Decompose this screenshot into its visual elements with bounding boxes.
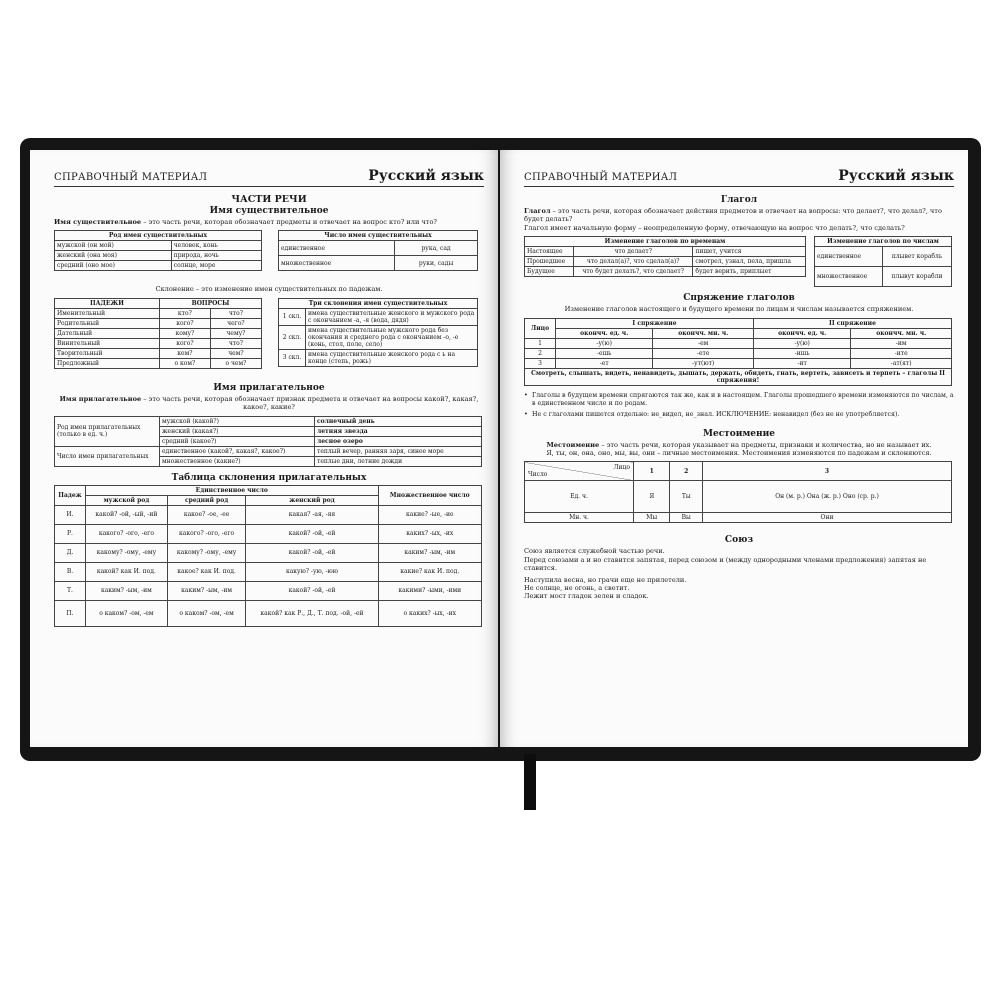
cell: теплые дни, летние дожди: [315, 456, 482, 466]
gender-table-header: Род имен существительных: [55, 231, 262, 241]
cell: какие? -ые, -ие: [378, 505, 481, 524]
cell: какому? -ому, -ему: [86, 543, 168, 562]
exceptions-cell: Смотреть, слышать, видеть, ненавидеть, дышать, держать, обидеть, гнать, вертеть, зависеть и терпеть – глаголы II спряжения!: [525, 368, 952, 385]
cell: каким? -ым, -им: [86, 581, 168, 600]
cell: каким? -ым, -им: [167, 581, 246, 600]
corner-bottom: Число: [528, 471, 548, 479]
section-label: СПРАВОЧНЫЙ МАТЕРИАЛ: [524, 172, 678, 183]
col-header: ПАДЕЖИ: [55, 298, 160, 308]
cell: солнечный день: [315, 416, 482, 426]
cell: кого?: [159, 338, 210, 348]
conjunction-title: Союз: [724, 535, 754, 546]
cell: мужской (он мой): [55, 241, 172, 251]
cell: Т.: [55, 581, 86, 600]
cell: множественное: [279, 256, 395, 271]
cell: какой? как И. под.: [86, 562, 168, 581]
table-row: [55, 318, 262, 328]
adj-declension-title: Таблица склонения прилагательных: [171, 472, 367, 483]
cell: что будет делать?, что сделает?: [574, 267, 693, 277]
table-row: [55, 261, 262, 271]
table-row: [525, 358, 952, 368]
list-item: • Не с глаголами пишется отдельно: не_видел, не_знал. ИСКЛЮЧЕНИЕ: ненавидел (без не не употребляется).: [524, 411, 954, 419]
tense-table: [524, 236, 806, 277]
right-page: [500, 150, 968, 747]
col-header: Падеж: [55, 485, 86, 505]
cell: что делал(а)?, что сделал(а)?: [574, 257, 693, 267]
cell: какой? -ой, -ей: [246, 524, 378, 543]
col-header: ВОПРОСЫ: [159, 298, 261, 308]
number-table-header: Число имен существительных: [279, 231, 478, 241]
cell: -ем: [653, 338, 754, 348]
table-row: [55, 338, 262, 348]
table-row: [525, 348, 952, 358]
table-row: [55, 600, 482, 626]
cell: какое? как И. под.: [167, 562, 246, 581]
corner-cell: [525, 462, 634, 481]
verb-def-text: – это часть речи, которая обозначает действия предметов и отвечает на вопросы: что делает?, что делал?, что будет делать?: [524, 207, 942, 224]
cell: плывут корабли: [882, 267, 951, 287]
adjective-title: Имя прилагательное: [213, 382, 325, 393]
cell: Я: [634, 481, 670, 513]
table-row: [55, 308, 262, 318]
col-header: Единственное число: [86, 485, 379, 495]
verb-title: Глагол: [720, 195, 758, 205]
cell: В.: [55, 562, 86, 581]
table-row: [55, 446, 482, 456]
table-row: [55, 358, 262, 368]
cell: 1 скл.: [279, 308, 306, 325]
cell: какими? -ыми, -ими: [378, 581, 481, 600]
cell: солнце, море: [171, 261, 261, 271]
cell: Они: [703, 513, 952, 523]
cell: 1: [525, 338, 556, 348]
page-title: ЧАСТИ РЕЧИ: [231, 194, 307, 205]
cell: рука, сад: [395, 241, 478, 256]
cell: -ишь: [753, 348, 850, 358]
cell: чему?: [210, 328, 261, 338]
col-header: окончч. мн. ч.: [653, 328, 754, 338]
cell: какое? -ое, -ее: [167, 505, 246, 524]
cell: о чем?: [210, 358, 261, 368]
cell: 2 скл.: [279, 325, 306, 349]
bookmark-ribbon: [524, 754, 536, 810]
table-row: [55, 505, 482, 524]
vnum-table-header: Изменение глаголов по числам: [815, 237, 952, 247]
conjunction-example: Наступила весна, но грачи еще не прилетели.: [524, 575, 687, 584]
cell: что?: [210, 308, 261, 318]
cell: Винительный: [55, 338, 160, 348]
cell: единственное (какой?, какая?, какое?): [160, 446, 315, 456]
cell: каким? -ым, -им: [378, 543, 481, 562]
table-row: [55, 328, 262, 338]
verb-term: Глагол: [524, 207, 551, 215]
cell: природа, ночь: [171, 251, 261, 261]
cell: -ешь: [556, 348, 653, 358]
cell: руки, сады: [395, 256, 478, 271]
cell: Родительный: [55, 318, 160, 328]
cell: какую? -ую, -юю: [246, 562, 378, 581]
cell: имена существительные женского и мужского рода с окончанием -а, -я (вода, дядя): [306, 308, 478, 325]
subject-title: Русский язык: [838, 168, 954, 184]
table-row: [55, 251, 262, 261]
cell: какой? -ой, -ей: [246, 581, 378, 600]
section-label: СПРАВОЧНЫЙ МАТЕРИАЛ: [54, 172, 208, 183]
cell: Дательный: [55, 328, 160, 338]
cell: пишет, учится: [693, 247, 806, 257]
table-row: [815, 247, 952, 267]
table-row: [55, 581, 482, 600]
cell: чем?: [210, 348, 261, 358]
cell: смотрел, узнал, пела, пришла: [693, 257, 806, 267]
table-row: [525, 513, 952, 523]
pronoun-table: [524, 461, 952, 523]
cell: кто?: [159, 308, 210, 318]
cell: П.: [55, 600, 86, 626]
cell: Прошедшее: [525, 257, 574, 267]
pronoun-definition: [524, 441, 954, 449]
table-row: [815, 267, 952, 287]
verb-notes: [524, 392, 954, 419]
table-row: [525, 481, 952, 513]
pronoun-term: Местоимение: [546, 440, 600, 449]
col-header: II спряжение: [753, 318, 951, 328]
tense-table-header: Изменение глаголов по временам: [525, 237, 806, 247]
adj-declension-table: [54, 485, 482, 627]
col-header: мужской род: [86, 495, 168, 505]
conjunction-line: Союз является служебной частью речи.: [524, 547, 665, 556]
cases-table: [54, 298, 262, 369]
table-row: [525, 368, 952, 385]
cell: будет верить, приплыет: [693, 267, 806, 277]
cell: -ат(ят): [851, 358, 952, 368]
col-header: окончч. ед. ч.: [753, 328, 850, 338]
cell: -ит: [753, 358, 850, 368]
cell: Он (м. р.) Она (ж. р.) Оно (ср. р.): [703, 481, 952, 513]
cell: -ите: [851, 348, 952, 358]
noun-def-text: – это часть речи, которая обозначает предметы и отвечает на вопрос кто? или что?: [141, 218, 437, 226]
table-row: [279, 325, 478, 349]
cell: кому?: [159, 328, 210, 338]
cell: теплый вечер, ранняя заря, синее море: [315, 446, 482, 456]
cell: о каком? -ом, -ем: [86, 600, 168, 626]
cell: множественное (какие?): [160, 456, 315, 466]
cell: средний (оно мое): [55, 261, 172, 271]
page-header: [54, 164, 484, 187]
adjective-term: Имя прилагательное: [59, 394, 142, 403]
cell: Р.: [55, 524, 86, 543]
group-label: Число имен прилагательных: [55, 446, 160, 466]
cell: какая? -ая, -яя: [246, 505, 378, 524]
table-row: [55, 348, 262, 358]
cell: И.: [55, 505, 86, 524]
col-header: Множественное число: [378, 485, 481, 505]
cell: какого? -ого, -его: [86, 524, 168, 543]
col-header: женский род: [246, 495, 378, 505]
cell: -у(ю): [556, 338, 653, 348]
cell: мужской (какой?): [160, 416, 315, 426]
cell: Мн. ч.: [525, 513, 634, 523]
cell: летняя звезда: [315, 426, 482, 436]
three-decl-header: Три склонения имен существительных: [279, 298, 478, 308]
conjunction-example: Не солнце, не огонь, а светит.: [524, 584, 630, 593]
cell: плывет корабль: [882, 247, 951, 267]
noun-tables-row: [54, 230, 484, 271]
subject-title: Русский язык: [368, 168, 484, 184]
left-page: [30, 150, 498, 747]
conjugation-table: [524, 318, 952, 386]
left-content: [54, 194, 484, 627]
cell: 3 скл.: [279, 349, 306, 366]
noun-definition: [54, 218, 484, 226]
cell: Вы: [670, 513, 703, 523]
case-tables-row: [54, 298, 484, 369]
cell: человек, конь: [171, 241, 261, 251]
table-row: [279, 308, 478, 325]
cell: что делает?: [574, 247, 693, 257]
cell: кем?: [159, 348, 210, 358]
gender-table: [54, 230, 262, 271]
cell: лесное озеро: [315, 436, 482, 446]
table-row: [525, 257, 806, 267]
col-header: окончч. ед. ч.: [556, 328, 653, 338]
cell: какому? -ому, -ему: [167, 543, 246, 562]
verb-definition: [524, 207, 954, 224]
adjective-table: [54, 416, 482, 467]
cell: что?: [210, 338, 261, 348]
cell: единственное: [279, 241, 395, 256]
col-header: 2: [670, 462, 703, 481]
adjective-def-text: – это часть речи, которая обозначает признак предмета и отвечает на вопросы какой?, какая?, какое?, какие?: [141, 394, 479, 412]
cell: -им: [851, 338, 952, 348]
cell: единственное: [815, 247, 883, 267]
pronoun-definition-2: Я, ты, он, она, оно, мы, вы, они – личные местоимения. Местоимения изменяются по падежам и склоняются.: [546, 449, 932, 458]
cell: каких? -ых, -их: [378, 524, 481, 543]
cell: Творительный: [55, 348, 160, 358]
cell: какой? -ой, -ей: [246, 543, 378, 562]
table-row: [55, 524, 482, 543]
pronoun-def-text: – это часть речи, которая указывает на предметы, признаки и количества, но не называет их.: [599, 440, 932, 449]
cell: множественное: [815, 267, 883, 287]
cell: Мы: [634, 513, 670, 523]
cell: о каком? -ом, -ем: [167, 600, 246, 626]
cell: какой? как Р., Д., Т. под. -ой, -ей: [246, 600, 378, 626]
conjunction-example: Лежит мост гладок зелен и сладок.: [524, 592, 649, 601]
page-header: [524, 164, 954, 187]
cell: 3: [525, 358, 556, 368]
conjugation-title: Спряжение глаголов: [683, 293, 795, 304]
table-row: [55, 416, 482, 426]
cell: какого? -ого, -его: [167, 524, 246, 543]
cell: Ты: [670, 481, 703, 513]
adjective-definition: [54, 395, 484, 412]
cell: какой? -ой, -ый, -ий: [86, 505, 168, 524]
noun-title: Имя существительное: [209, 206, 329, 216]
col-header: Лицо: [525, 318, 556, 338]
conjugation-note: Изменение глаголов настоящего и будущего времени по лицам и числам называется спряжением.: [564, 305, 914, 314]
table-row: [525, 247, 806, 257]
table-row: [55, 241, 262, 251]
cell: -ет: [556, 358, 653, 368]
noun-term: Имя существительное: [54, 218, 142, 226]
cell: женский (она моя): [55, 251, 172, 261]
cell: Предложный: [55, 358, 160, 368]
col-header: средний род: [167, 495, 246, 505]
cell: -у(ю): [753, 338, 850, 348]
list-item: • Глаголы в будущем времени спрягаются так же, как и в настоящем. Глаголы прошедшего времени изменяются по числам, а в единственном числе и по родам.: [524, 392, 954, 408]
cell: имена существительные женского рода с ь на конце (степь, рожь): [306, 349, 478, 366]
cell: Д.: [55, 543, 86, 562]
corner-top: Лицо: [613, 464, 630, 472]
cell: женский (какая?): [160, 426, 315, 436]
pronoun-title: Местоимение: [703, 428, 775, 439]
cell: Настоящее: [525, 247, 574, 257]
table-row: [55, 543, 482, 562]
cell: Будущее: [525, 267, 574, 277]
verb-number-table: [814, 236, 952, 287]
cell: кого?: [159, 318, 210, 328]
cell: Именительный: [55, 308, 160, 318]
col-header: 1: [634, 462, 670, 481]
table-row: [55, 562, 482, 581]
group-label: Род имен прилагательных (только в ед. ч.): [55, 416, 160, 446]
col-header: окончч. мн. ч.: [851, 328, 952, 338]
table-row: [525, 267, 806, 277]
cell: о каких? -ых, -их: [378, 600, 481, 626]
table-row: [525, 338, 952, 348]
cell: чего?: [210, 318, 261, 328]
cell: -ут(ют): [653, 358, 754, 368]
col-header: 3: [703, 462, 952, 481]
table-row: [279, 349, 478, 366]
three-declensions-table: [278, 298, 478, 367]
table-row: [279, 241, 478, 256]
cell: Ед. ч.: [525, 481, 634, 513]
cell: имена существительные мужского рода без окончания и среднего рода с окончанием -о, -е (конь, стол, поле, село): [306, 325, 478, 349]
table-row: [279, 256, 478, 271]
declension-note: Склонение – это изменение имен существительных по падежам.: [155, 285, 383, 294]
right-content: [524, 194, 954, 601]
conjunction-line: Перед союзами а и но ставится запятая, перед союзом и (между однородными членами предложения) запятая не ставится.: [524, 555, 927, 573]
verb-tables-row: [524, 236, 954, 287]
cell: -ете: [653, 348, 754, 358]
cell: средний (какое?): [160, 436, 315, 446]
verb-definition-2: Глагол имеет начальную форму – неопределенную форму, отвечающую на вопрос что делать?, что сделать?: [524, 223, 905, 232]
cell: какие? как И. под.: [378, 562, 481, 581]
number-table: [278, 230, 478, 271]
col-header: I спряжение: [556, 318, 754, 328]
cell: о ком?: [159, 358, 210, 368]
cell: 2: [525, 348, 556, 358]
